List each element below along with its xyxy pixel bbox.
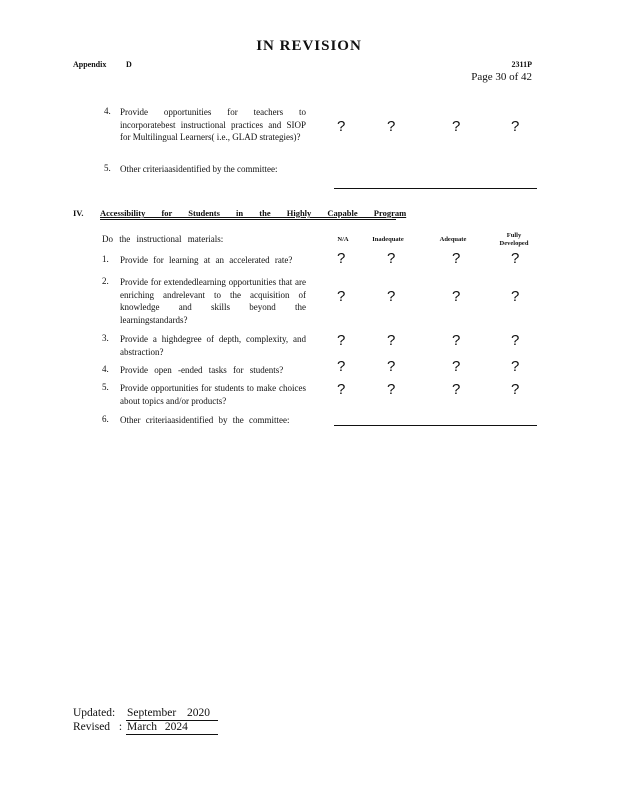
upper-item-5-text: Other criteriaasidentified by the committee: bbox=[120, 164, 278, 174]
item-3-number: 3. bbox=[102, 333, 109, 343]
item-5-number: 5. bbox=[102, 382, 109, 392]
policy-code: 2311P bbox=[511, 60, 532, 69]
item-6-text: Other criteriaasidentified by the committee: bbox=[120, 415, 290, 425]
column-header-na: N/A bbox=[337, 236, 349, 243]
item-1-inadequate-mark: ? bbox=[387, 250, 396, 267]
upper-item-5-answer-line bbox=[334, 188, 537, 189]
item-3-fully-mark: ? bbox=[511, 332, 520, 349]
revised-underline bbox=[126, 734, 218, 735]
item-3-adequate-mark: ? bbox=[452, 332, 461, 349]
upper-item-4-number: 4. bbox=[104, 106, 111, 116]
upper-item-4-fully-mark: ? bbox=[511, 118, 520, 135]
document-title: IN REVISION bbox=[256, 38, 362, 54]
item-2-inadequate-mark: ? bbox=[387, 288, 396, 305]
item-4-fully-mark: ? bbox=[511, 358, 520, 375]
item-5-inadequate-mark: ? bbox=[387, 381, 396, 398]
updated-value: September 2020 bbox=[127, 707, 211, 719]
item-2-fully-mark: ? bbox=[511, 288, 520, 305]
item-4-adequate-mark: ? bbox=[452, 358, 461, 375]
updated-label: Updated: bbox=[73, 707, 116, 719]
page-number: Page 30 of 42 bbox=[471, 71, 532, 83]
item-3-text: Provide a highdegree of depth, complexity, and abstraction? bbox=[120, 334, 306, 357]
item-2-text: Provide for extendedlearning opportunities that are enriching andrelevant to the acquisition of knowledge and skills beyond the learningstandards? bbox=[120, 277, 306, 325]
item-2-na-mark: ? bbox=[337, 288, 346, 305]
revised-label: Revised : bbox=[73, 721, 123, 733]
item-2-number: 2. bbox=[102, 276, 109, 286]
appendix-label: Appendix bbox=[73, 60, 107, 69]
upper-item-4-text: Provide opportunities for teachers to incorporatebest instructional practices and SIOP for Multilingual Learners( i.e., GLAD strategies)? bbox=[120, 107, 306, 143]
item-6-number: 6. bbox=[102, 414, 109, 424]
item-5-adequate-mark: ? bbox=[452, 381, 461, 398]
upper-item-5-number: 5. bbox=[104, 163, 111, 173]
section-title: Accessibility for Students in the Highly Capable Program bbox=[100, 208, 407, 218]
item-1-na-mark: ? bbox=[337, 250, 346, 267]
item-1-fully-mark: ? bbox=[511, 250, 520, 267]
item-1-adequate-mark: ? bbox=[452, 250, 461, 267]
item-4-number: 4. bbox=[102, 364, 109, 374]
item-4-text: Provide open -ended tasks for students? bbox=[120, 365, 284, 375]
section-title-underline bbox=[100, 219, 396, 220]
item-5-text: Provide opportunities for students to make choices about topics and/or products? bbox=[120, 383, 306, 406]
item-6-answer-line bbox=[334, 425, 537, 426]
column-header-inadequate: Inadequate bbox=[372, 236, 404, 243]
item-3-na-mark: ? bbox=[337, 332, 346, 349]
item-4-na-mark: ? bbox=[337, 358, 346, 375]
upper-item-4-adequate-mark: ? bbox=[452, 118, 461, 135]
item-1-number: 1. bbox=[102, 254, 109, 264]
upper-item-4-na-mark: ? bbox=[337, 118, 346, 135]
item-1-text: Provide for learning at an accelerated rate? bbox=[120, 255, 293, 265]
section-numeral: IV. bbox=[73, 208, 84, 218]
item-5-na-mark: ? bbox=[337, 381, 346, 398]
item-4-inadequate-mark: ? bbox=[387, 358, 396, 375]
column-header-adequate: Adequate bbox=[439, 236, 467, 243]
item-3-inadequate-mark: ? bbox=[387, 332, 396, 349]
revised-value: March 2024 bbox=[127, 721, 188, 733]
column-header-fully-developed: Fully Developed bbox=[499, 232, 529, 247]
item-2-adequate-mark: ? bbox=[452, 288, 461, 305]
section-prompt: Do the instructional materials: bbox=[102, 234, 224, 244]
upper-item-4-inadequate-mark: ? bbox=[387, 118, 396, 135]
item-5-fully-mark: ? bbox=[511, 381, 520, 398]
appendix-value: D bbox=[126, 60, 132, 69]
